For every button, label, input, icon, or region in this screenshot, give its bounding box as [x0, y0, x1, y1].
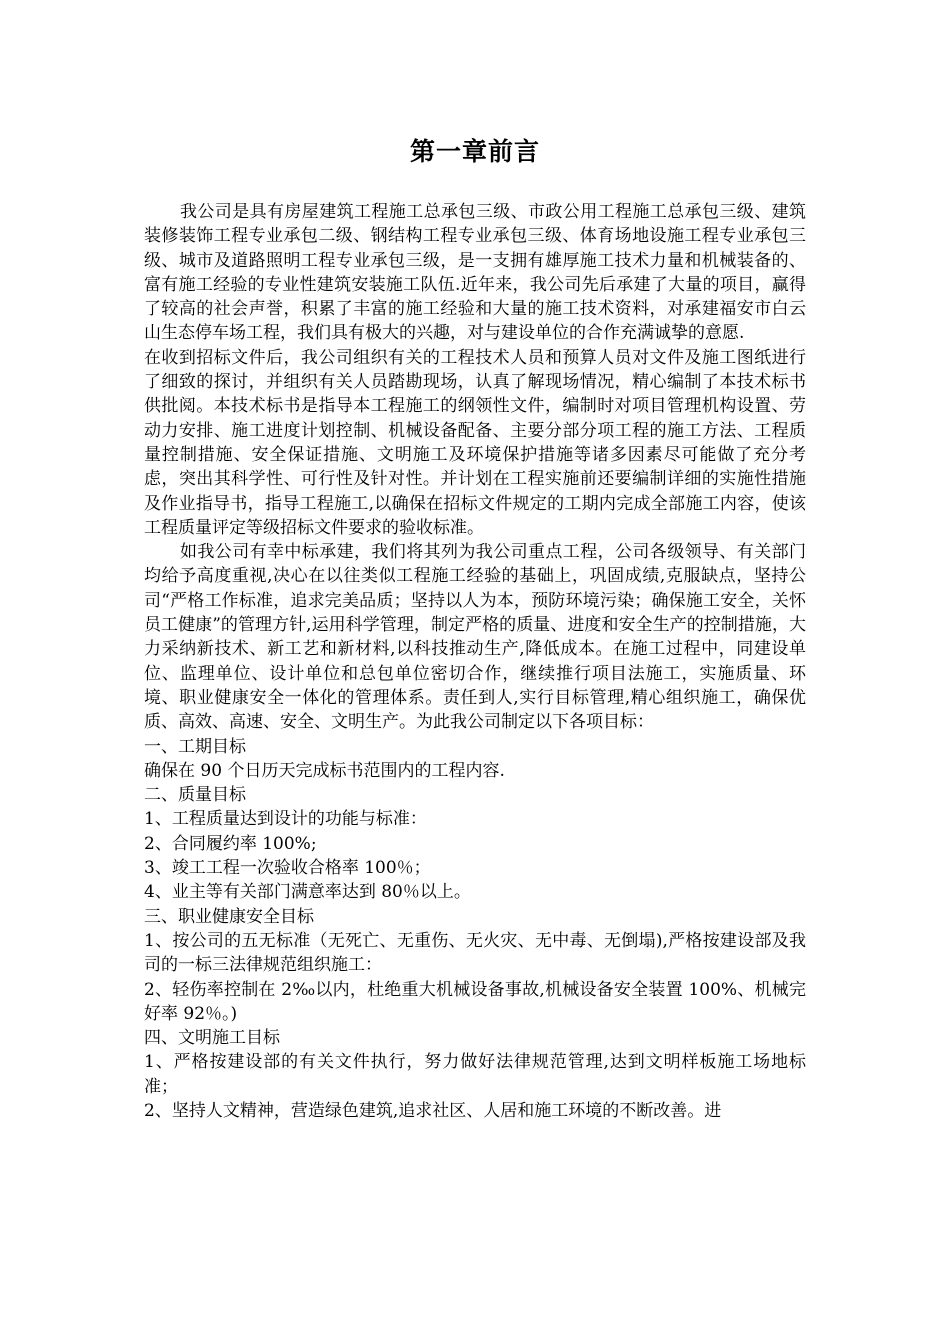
heading-civilized-construction-goal: 四、文明施工目标: [144, 1028, 280, 1049]
list-item: 1、按公司的五无标准（无死亡、无重伤、无火灾、无中毒、无倒塌),严格按建设部及我司的一标三法律规范组织施工：: [144, 930, 806, 976]
list-item: 2、轻伤率控制在 2‰以内，杜绝重大机械设备事故,机械设备安全装置 100%、机械完好率 92％。): [144, 979, 806, 1024]
heading-schedule-goal: 一、工期目标: [144, 736, 246, 757]
heading-safety-goal: 三、职业健康安全目标: [144, 906, 314, 927]
heading-quality-goal: 二、质量目标: [144, 785, 246, 806]
list-item: 1、工程质量达到设计的功能与标准：: [144, 809, 427, 830]
list-item: 1、严格按建设部的有关文件执行，努力做好法律规范管理,达到文明样板施工场地标准；: [144, 1052, 806, 1097]
list-item: 确保在 90 个日历天完成标书范围内的工程内容.: [144, 760, 505, 781]
list-item: 4、业主等有关部门满意率达到 80％以上。: [144, 882, 471, 903]
list-item: 2、合同履约率 100%;: [144, 833, 317, 854]
paragraph-commitment: 如我公司有幸中标承建，我们将其列为我公司重点工程，公司各级领导、有关部门均给予高度重视,决心在以往类似工程施工经验的基础上，巩固成绩,克服缺点，坚持公司“严格工作标准，追求完美品质；坚持以人为本，预防环境污染；确保施工安全，关怀员工健康”的管理方针,运用科学管理，制定严格的质量、进度和安全生产的控制措施，大力采纳新技术、新工艺和新材料,以科技推动生产,降低成本。在施工过程中，同建设单位、监理单位、设计单位和总包单位密切合作，继续推行项目法施工，实施质量、环境、职业健康安全一体化的管理体系。责任到人,实行目标管理,精心组织施工，确保优质、高效、高速、安全、文明生产。为此我公司制定以下各项目标：: [144, 542, 806, 733]
paragraph-bid-preparation: 在收到招标文件后，我公司组织有关的工程技术人员和预算人员对文件及施工图纸进行了细致的探讨，并组织有关人员踏勘现场，认真了解现场情况，精心编制了本技术标书供批阅。本技术标书是指导本工程施工的纲领性文件，编制时对项目管理机构设置、劳动力安排、施工进度计划控制、机械设备配备、主要分部分项工程的施工方法、工程质量控制措施、安全保证措施、文明施工及环境保护措施等诸多因素尽可能做了充分考虑，突出其科学性、可行性及针对性。并计划在工程实施前还要编制详细的实施性措施及作业指导书，指导工程施工,以确保在招标文件规定的工期内完成全部施工内容，使该工程质量评定等级招标文件要求的验收标准。: [144, 347, 806, 538]
list-item: 2、坚持人文精神，营造绿色建筑,追求社区、人居和施工环境的不断改善。进: [144, 1100, 722, 1121]
list-item: 3、竣工工程一次验收合格率 100％；: [144, 858, 431, 879]
document-body: [144, 200, 806, 1123]
page-title: 第一章前言: [409, 137, 540, 166]
paragraph-intro: 我公司是具有房屋建筑工程施工总承包三级、市政公用工程施工总承包三级、建筑装修装饰工程专业承包二级、钢结构工程专业承包三级、体育场地设施工程专业承包三级、城市及道路照明工程专业承包三级，是一支拥有雄厚施工技术力量和机械装备的、富有施工经验的专业性建筑安装施工队伍.近年来，我公司先后承建了大量的项目，赢得了较高的社会声誉，积累了丰富的施工经验和大量的施工技术资料，对承建福安市白云山生态停车场工程，我们具有极大的兴趣，对与建设单位的合作充满诚挚的意愿.: [144, 202, 806, 344]
